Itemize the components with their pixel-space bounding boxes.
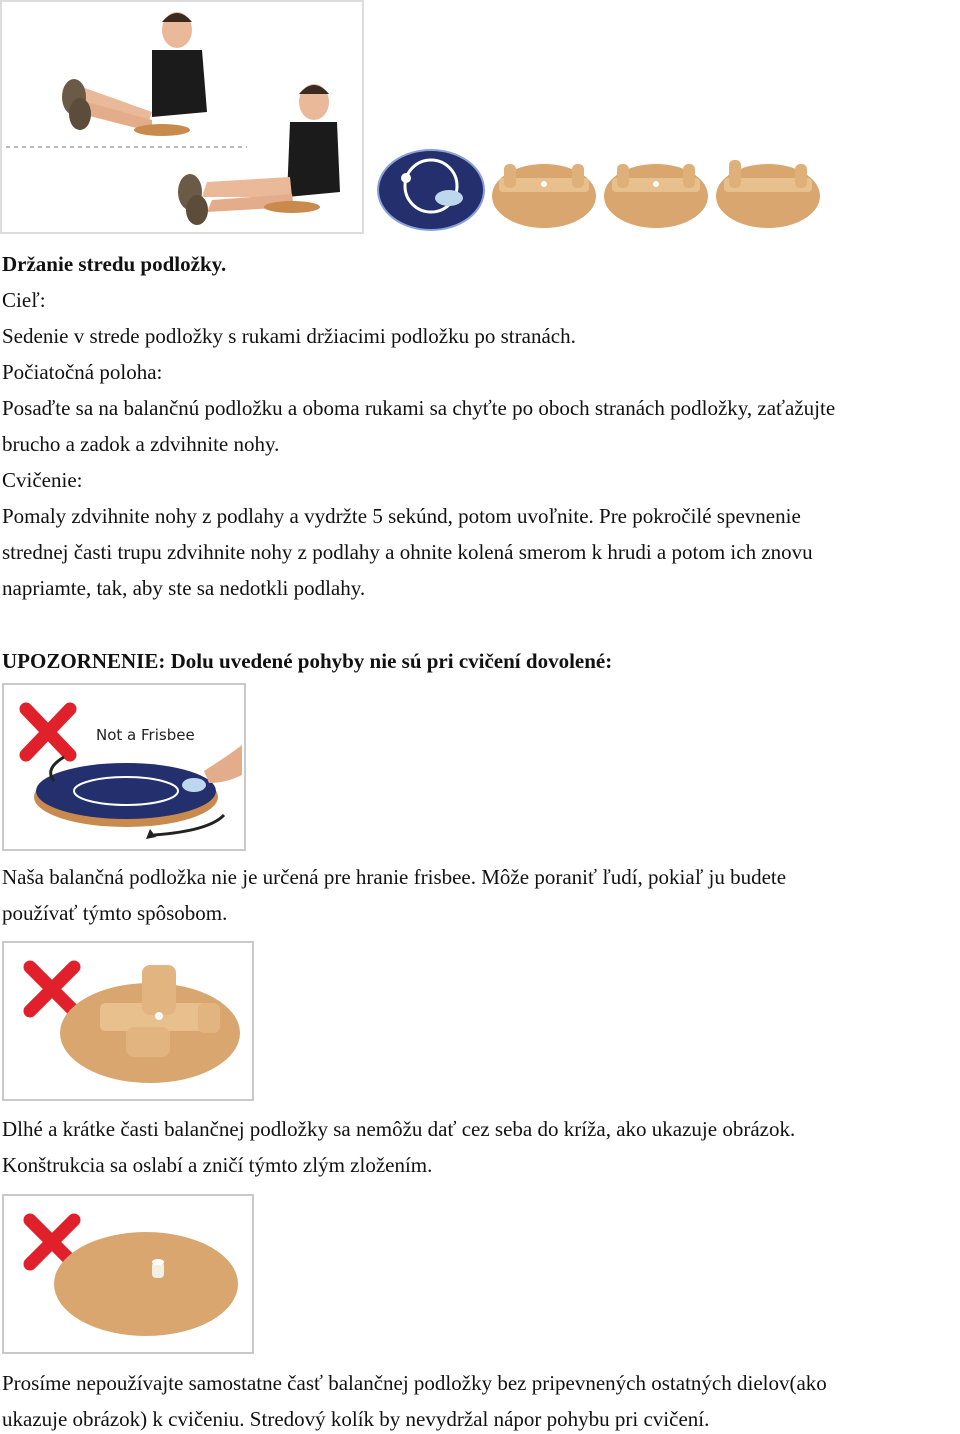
exercise-photo <box>0 0 364 234</box>
warning-image-crossed-parts <box>2 941 254 1101</box>
warning-image-frisbee <box>2 683 246 851</box>
wooden-board-1 <box>492 164 596 228</box>
start-label: Počiatočná poloha: <box>2 360 163 384</box>
seated-person-1 <box>62 12 207 136</box>
warning-2-text-line: Dlhé a krátke časti balančnej podložky sa nemôžu dať cez seba do kríža, ako ukazuje obrázok. <box>2 1117 796 1141</box>
warning-3-text-line: ukazuje obrázok) k cvičeniu. Stredový kolík by nevydržal nápor pohybu pri cvičení. <box>2 1407 710 1431</box>
frisbee-caption: Not a Frisbee <box>96 726 195 744</box>
warning-image-single-part <box>2 1194 254 1354</box>
goal-text: Sedenie v strede podložky s rukami držiacimi podložku po stranách. <box>2 324 576 348</box>
wooden-board-3 <box>716 160 820 228</box>
x-mark-icon <box>30 967 74 1011</box>
exercise-text-line: strednej časti trupu zdvihnite nohy z podlahy a ohnite kolená smerom k hrudi a potom ich znovu <box>2 540 813 564</box>
exercise-text-line: napriamte, tak, aby ste sa nedotkli podlahy. <box>2 576 366 600</box>
warning-1-text-line: používať týmto spôsobom. <box>2 901 228 925</box>
goal-label: Cieľ: <box>2 288 46 312</box>
balance-board-thumbnails <box>374 148 826 234</box>
blue-balance-board <box>378 150 484 230</box>
section-title: Držanie stredu podložky. <box>2 252 227 276</box>
warning-2-text-line: Konštrukcia sa oslabí a zničí týmto zlým zložením. <box>2 1153 433 1177</box>
x-mark-icon <box>26 709 70 755</box>
exercise-label: Cvičenie: <box>2 468 83 492</box>
start-text-line: Posaďte sa na balančnú podložku a oboma rukami sa chyťte po oboch stranách podložky, zaťažujte <box>2 396 836 420</box>
exercise-text-line: Pomaly zdvihnite nohy z podlahy a vydržte 5 sekúnd, potom uvoľnite. Pre pokročilé spevnenie <box>2 504 801 528</box>
start-text-line: brucho a zadok a zdvihnite nohy. <box>2 432 280 456</box>
warning-1-text-line: Naša balančná podložka nie je určená pre hranie frisbee. Môže poraniť ľudí, pokiaľ ju budete <box>2 865 787 889</box>
warning-title: UPOZORNENIE: Dolu uvedené pohyby nie sú pri cvičení dovolené: <box>2 649 613 673</box>
wooden-board-2 <box>604 164 708 228</box>
warning-3-text-line: Prosíme nepoužívajte samostatne časť balančnej podložky bez pripevnených ostatných dielov(ako <box>2 1371 827 1395</box>
